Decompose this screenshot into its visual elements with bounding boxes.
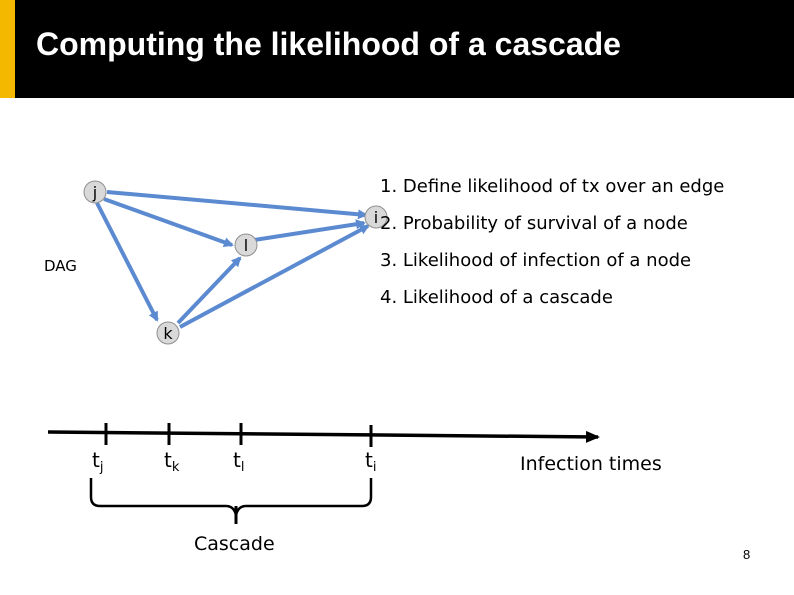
timeline-axis	[48, 432, 598, 437]
edge-k-to-i	[180, 226, 368, 327]
edge-j-to-k	[97, 203, 157, 320]
infection-times-label: Infection times	[520, 453, 662, 475]
dag-node-k-label: k	[163, 324, 173, 343]
steps-list	[380, 168, 724, 316]
edge-j-to-i	[107, 192, 366, 215]
dag-edges	[97, 192, 368, 327]
step-item: 4. Likelihood of a cascade	[380, 287, 613, 308]
tick-label-tk: $t_k$	[164, 448, 180, 475]
step-item: 3. Likelihood of infection of a node	[380, 250, 692, 271]
slide-title: Computing the likelihood of a cascade	[36, 26, 621, 62]
dag-node-l-label: l	[243, 236, 249, 255]
dag-node-j	[84, 181, 106, 203]
tick-label-tl: $t_l$	[233, 448, 245, 475]
dag-label: DAG	[44, 257, 77, 275]
page-number: 8	[743, 547, 751, 562]
step-item: 1. Define likelihood of tx over an edge	[380, 176, 725, 197]
dag-node-l	[235, 234, 257, 256]
cascade-brace	[91, 478, 371, 515]
tick-label-ti: $t_i$	[365, 448, 377, 475]
step-item: 2. Probability of survival of a node	[380, 213, 688, 234]
cascade-label: Cascade	[194, 533, 275, 555]
dag-node-k	[157, 322, 179, 344]
tick-label-tj: $t_j$	[92, 448, 104, 475]
dag-node-j-label: j	[92, 183, 98, 202]
edge-j-to-l	[104, 199, 232, 245]
dag-node-i-label: i	[373, 208, 379, 227]
